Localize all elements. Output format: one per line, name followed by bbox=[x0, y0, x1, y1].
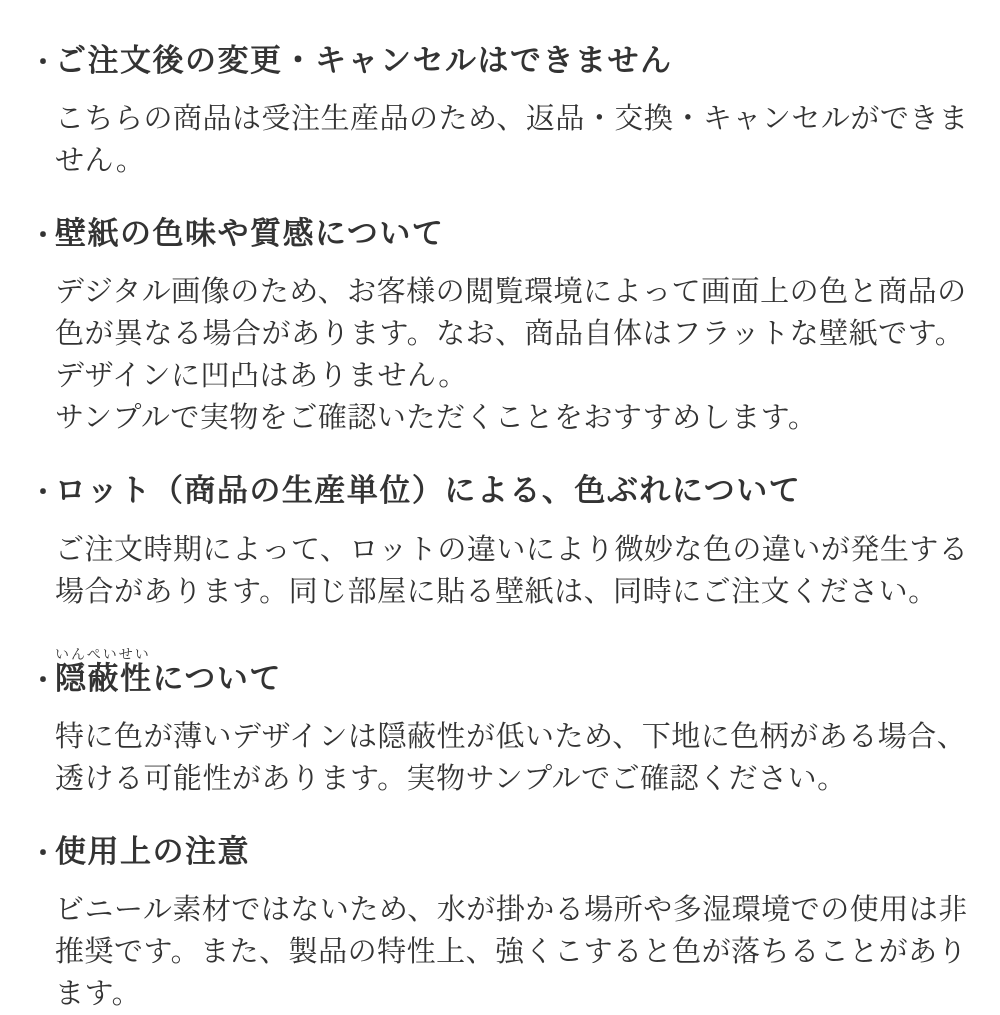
notice-body bbox=[30, 889, 972, 1015]
notice-paragraph: デザインに凹凸はありません。 bbox=[55, 360, 468, 393]
notice-paragraph: ビニール素材ではないため、水が掛かる場所や多湿環境での使用は非推奨です。また、製品の特性上、強くこすると色が落ちることがあります。 bbox=[55, 893, 968, 1010]
notice-paragraph: ご注文時期によって、ロットの違いにより微妙な色の違いが発生する場合があります。同じ部屋に貼る壁紙は、同時にご注文ください。 bbox=[55, 533, 969, 608]
bullet-marker: ・ bbox=[30, 837, 57, 868]
notice-heading-row bbox=[30, 215, 972, 252]
notice-section-lot-variation bbox=[30, 472, 972, 612]
notice-section-opacity bbox=[30, 646, 972, 800]
bullet-marker: ・ bbox=[30, 477, 57, 508]
notice-heading-row bbox=[30, 42, 972, 79]
notice-section-usage-caution bbox=[30, 833, 972, 1015]
notice-heading: ご注文後の変更・キャンセルはできません bbox=[55, 43, 673, 78]
bullet-marker: ・ bbox=[30, 220, 57, 251]
ruby-term bbox=[55, 645, 153, 696]
notice-paragraph: サンプルで実物をご確認いただくことをおすすめします。 bbox=[55, 402, 818, 435]
notice-paragraph: こちらの商品は受注生産品のため、返品・交換・キャンセルができません。 bbox=[55, 103, 969, 178]
bullet-marker: ・ bbox=[30, 47, 57, 77]
notice-heading-row bbox=[30, 646, 972, 697]
notice-paragraph: 特に色が薄いデザインは隠蔽性が低いため、下地に色柄がある場合、透ける可能性があります。実物サンプルでご確認ください。 bbox=[55, 720, 967, 795]
notice-section-order-change bbox=[30, 42, 972, 182]
furigana: いんぺいせい bbox=[55, 645, 153, 662]
notice-heading-row bbox=[30, 472, 972, 509]
notice-heading: 壁紙の色味や質感について bbox=[55, 216, 445, 252]
notice-paragraph: デジタル画像のため、お客様の閲覧環境によって画面上の色と商品の色が異なる場合があります。なお、商品自体はフラットな壁紙です。 bbox=[55, 276, 967, 351]
notice-heading: 使用上の注意 bbox=[55, 833, 250, 869]
ruby-base: 隠蔽性 bbox=[55, 660, 153, 696]
notice-body bbox=[30, 271, 972, 439]
notice-heading bbox=[55, 646, 282, 697]
bullet-marker: ・ bbox=[30, 664, 57, 695]
notice-heading: ロット（商品の生産単位）による、色ぶれについて bbox=[55, 473, 802, 509]
notice-section-color-texture bbox=[30, 215, 972, 439]
notice-heading-row bbox=[30, 833, 972, 870]
notice-body bbox=[30, 716, 972, 800]
notice-body bbox=[30, 98, 972, 182]
notice-body bbox=[30, 529, 972, 613]
heading-suffix: について bbox=[152, 660, 282, 696]
